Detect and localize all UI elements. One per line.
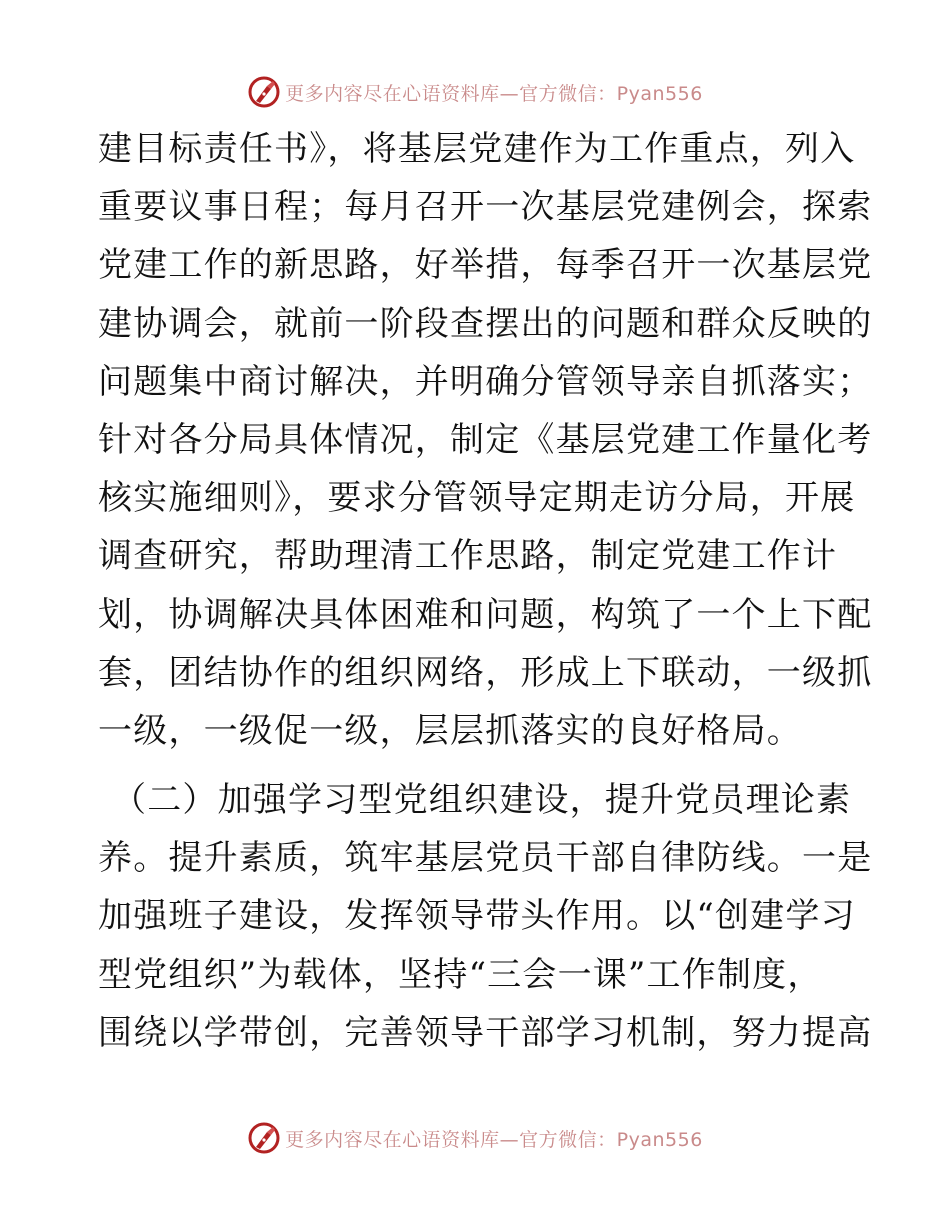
paragraph-gap	[98, 760, 858, 771]
paragraph-1	[98, 120, 873, 760]
text-line: 重要议事日程；每月召开一次基层党建例会，探索	[98, 187, 873, 228]
text-line: 一级，一级促一级，层层抓落实的良好格局。	[98, 710, 802, 751]
text-line: 养。提升素质，筑牢基层党员干部自律防线。一是	[98, 838, 873, 879]
text-line: 型党组织”为载体，坚持“三会一课”工作制度，	[98, 954, 823, 995]
footer-banner	[0, 1118, 950, 1158]
paragraph-2	[98, 771, 873, 1062]
text-line: 建目标责任书》，将基层党建作为工作重点，列入	[98, 129, 856, 169]
header-banner	[0, 72, 950, 112]
section-heading-line: （二）加强学习型党组织建设，提升党员理论素	[112, 780, 852, 821]
text-line: 问题集中商讨解决，并明确分管领导亲自抓落实；	[98, 361, 873, 402]
text-line: 党建工作的新思路，好举措，每季召开一次基层党	[98, 245, 873, 286]
text-line: 调查研究，帮助理清工作思路，制定党建工作计	[98, 536, 838, 577]
text-line: 围绕以学带创，完善领导干部学习机制，努力提高	[98, 1012, 873, 1053]
text-line: 针对各分局具体情况，制定《基层党建工作量化考	[98, 419, 873, 460]
text-line: 划，协调解决具体困难和问题，构筑了一个上下配	[98, 594, 873, 635]
text-line: 建协调会，就前一阶段查摆出的问题和群众反映的	[98, 303, 873, 344]
footer-banner-text: 更多内容尽在心语资料库—官方微信：Pyan556	[285, 1128, 703, 1151]
text-line: 核实施细则》，要求分管领导定期走访分局，开展	[98, 478, 856, 519]
text-line: 加强班子建设，发挥领导带头作用。以“创建学习	[98, 896, 856, 937]
header-banner-text: 更多内容尽在心语资料库—官方微信：Pyan556	[285, 82, 703, 105]
pen-nib-circle-icon	[247, 75, 281, 109]
pen-nib-circle-icon	[247, 1121, 281, 1155]
document-body	[98, 120, 873, 1062]
text-line: 套，团结协作的组织网络，形成上下联动，一级抓	[98, 652, 873, 693]
